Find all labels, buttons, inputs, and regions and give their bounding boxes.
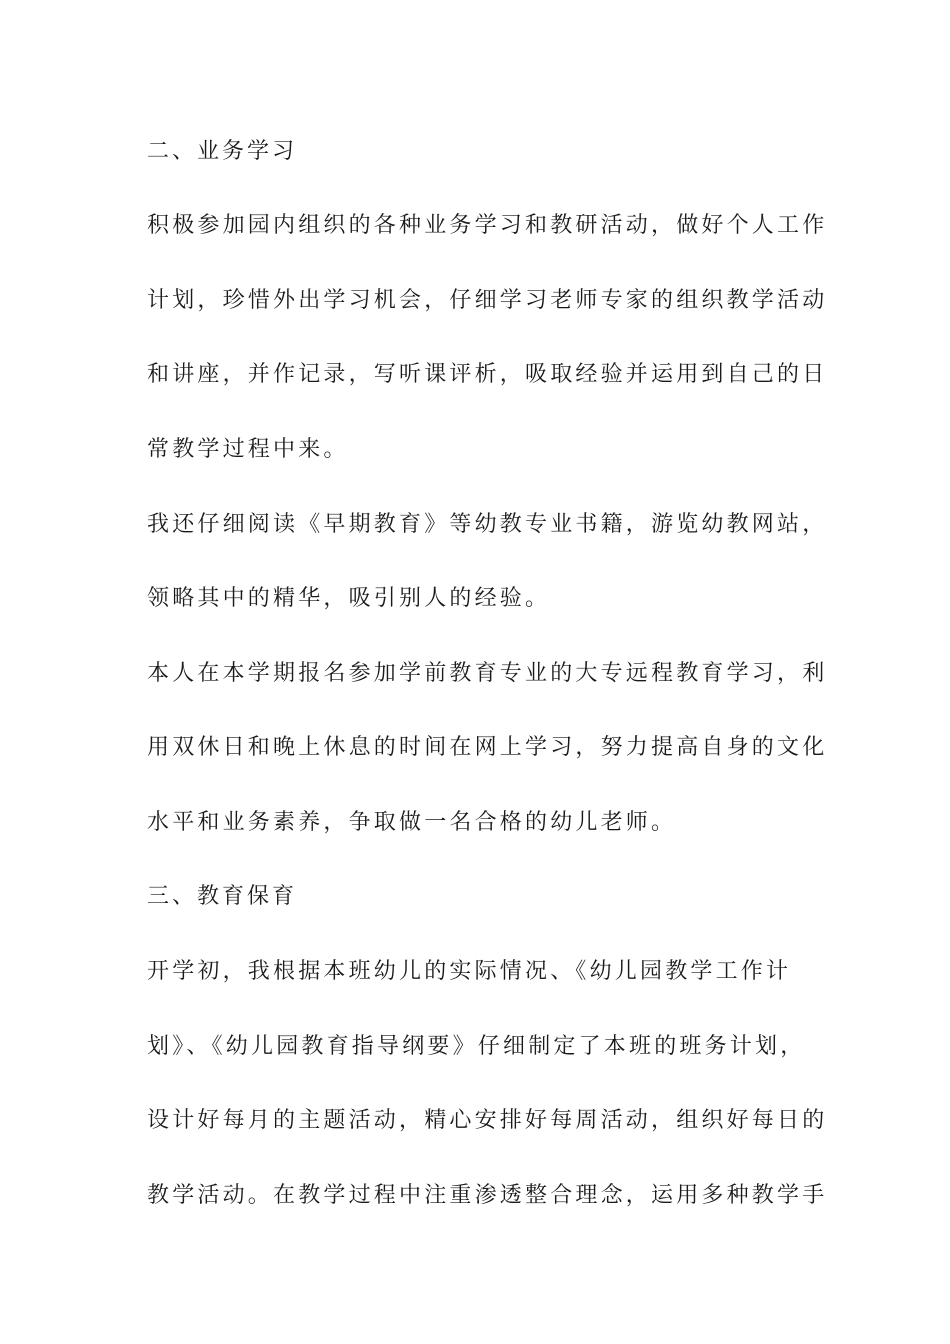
paragraph-line: 设计好每月的主题活动，精心安排好每周活动，组织好每日的 <box>147 1108 828 1133</box>
paragraph-line: 本人在本学期报名参加学前教育专业的大专远程教育学习，利 <box>147 661 828 686</box>
paragraph-line: 计划，珍惜外出学习机会，仔细学习老师专家的组织教学活动 <box>147 288 828 313</box>
paragraph-line: 常教学过程中来。 <box>147 437 349 462</box>
paragraph-line: 开学初，我根据本班幼儿的实际情况、《幼儿园教学工作计 <box>147 959 792 984</box>
paragraph-line: 用双休日和晚上休息的时间在网上学习，努力提高自身的文化 <box>147 735 828 760</box>
paragraph-line: 积极参加园内组织的各种业务学习和教研活动，做好个人工作 <box>147 213 828 238</box>
paragraph-line: 我还仔细阅读《早期教育》等幼教专业书籍，游览幼教网站， <box>147 512 828 537</box>
paragraph-line: 领略其中的精华，吸引别人的经验。 <box>147 586 551 611</box>
paragraph-line: 教学活动。在教学过程中注重渗透整合理念，运用多种教学手 <box>147 1183 828 1208</box>
section-heading-education-care: 三、教育保育 <box>147 884 298 909</box>
paragraph-line: 和讲座，并作记录，写听课评析，吸取经验并运用到自己的日 <box>147 362 828 387</box>
paragraph-line: 划》、《幼儿园教育指导纲要》仔细制定了本班的班务计划， <box>147 1034 806 1059</box>
section-heading-business-study: 二、业务学习 <box>147 139 298 164</box>
paragraph-line: 水平和业务素养，争取做一名合格的幼儿老师。 <box>147 810 677 835</box>
